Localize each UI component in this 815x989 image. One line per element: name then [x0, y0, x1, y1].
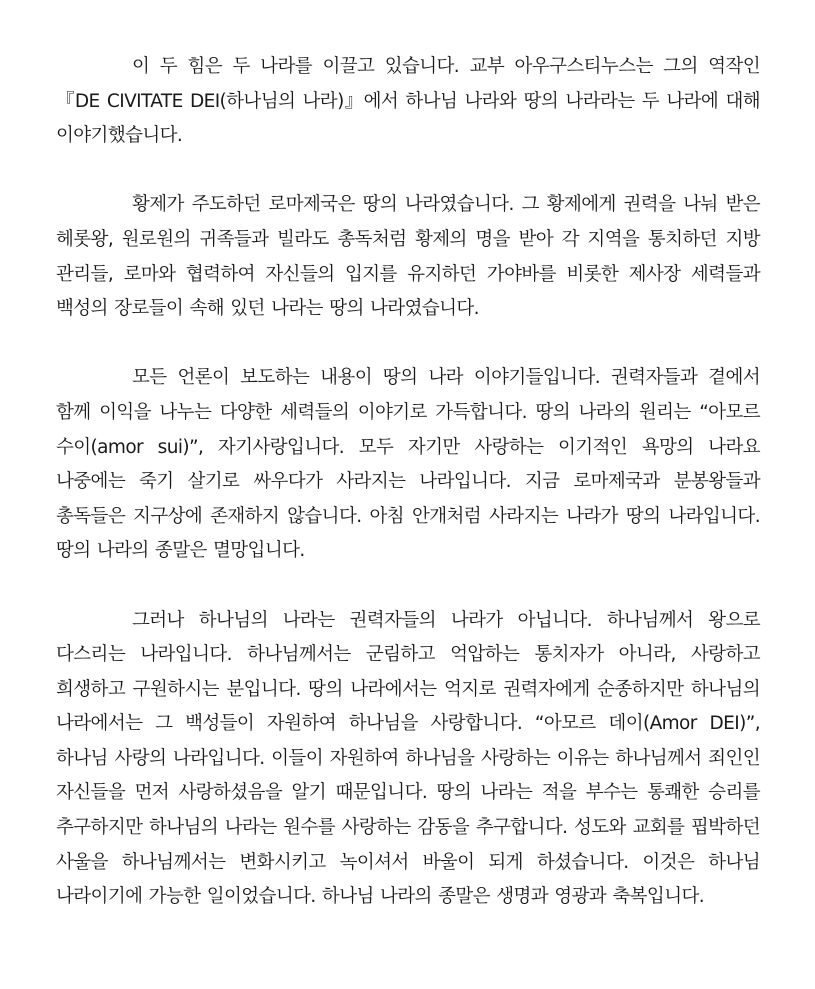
paragraph: 모든 언론이 보도하는 내용이 땅의 나라 이야기들입니다. 권력자들과 곁에서 함께 이익을 나누는 다양한 세력들의 이야기로 가득합니다. 땅의 나라의 원리는 “아모르 수이(amor sui)”, 자기사랑입니다. 모두 자기만 사랑하는 이기적인 욕망의 나라요 나중에는 죽기 살기로 싸우다가 사라지는 나라입니다. 지금 로마제국과 분봉왕들과 총독들은 지구상에 존재하지 않습니다. 아침 안개처럼 사라지는 나라가 땅의 나라입니다. 땅의 나라의 종말은 멸망입니다.: [56, 367, 760, 562]
paragraph: 그러나 하나님의 나라는 권력자들의 나라가 아닙니다. 하나님께서 왕으로 다스리는 나라입니다. 하나님께서는 군림하고 억압하는 통치자가 아니라, 사랑하고 희생하고 구원하시는 분입니다. 땅의 나라에서는 억지로 권력자에게 순종하지만 하나님의 나라에서는 그 백성들이 자원하여 하나님을 사랑합니다. “아모르 데이(Amor DEI)”, 하나님 사랑의 나라입니다. 이들이 자원하여 하나님을 사랑하는 이유는 하나님께서 죄인인 자신들을 먼저 사랑하셨음을 알기 때문입니다. 땅의 나라는 적을 부수는 통쾌한 승리를 추구하지만 하나님의 나라는 원수를 사랑하는 감동을 추구합니다. 성도와 교회를 핍박하던 사울을 하나님께서는 변화시키고 녹이셔서 바울이 되게 하셨습니다. 이것은 하나님 나라이기에 가능한 일이었습니다. 하나님 나라의 종말은 생명과 영광과 축복입니다.: [56, 609, 760, 908]
paragraph: 이 두 힘은 두 나라를 이끌고 있습니다. 교부 아우구스티누스는 그의 역작인『DE CIVITATE DEI(하나님의 나라)』에서 하나님 나라와 땅의 나라라는 두 나라에 대해 이야기했습니다.: [56, 56, 760, 147]
paragraph: 황제가 주도하던 로마제국은 땅의 나라였습니다. 그 황제에게 권력을 나눠 받은 헤롯왕, 원로원의 귀족들과 빌라도 총독처럼 황제의 명을 받아 각 지역을 통치하던 지방 관리들, 로마와 협력하여 자신들의 입지를 유지하던 가야바를 비롯한 제사장 세력들과 백성의 장로들이 속해 있던 나라는 땅의 나라였습니다.: [56, 194, 760, 320]
document-body: [56, 50, 760, 915]
